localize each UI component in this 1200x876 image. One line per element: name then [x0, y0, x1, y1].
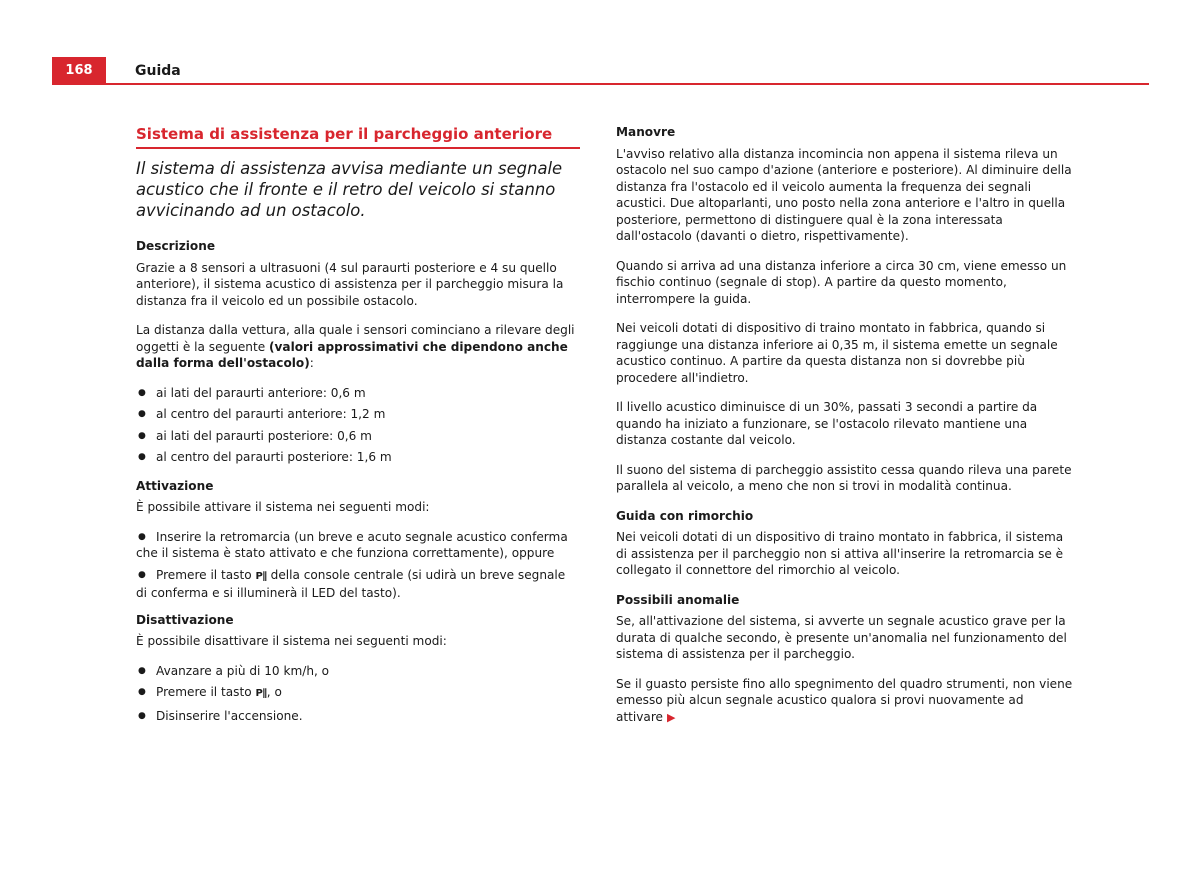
list-item: ● al centro del paraurti posteriore: 1,6 m — [136, 449, 580, 466]
left-column — [136, 124, 580, 733]
disattivazione-list — [136, 663, 580, 725]
heading-attivazione: Attivazione — [136, 478, 214, 493]
section-intro: Il sistema di assistenza avvisa mediante un segnale acustico che il fronte e il retro del veicolo si stanno avvicinando ad un ostacolo. — [136, 159, 563, 220]
anomalie-p2-text: Se il guasto persiste fino allo spegnimento del quadro strumenti, non viene emesso più alcun segnale acustico qualora si provi nuovamente ad attivare — [616, 676, 1073, 724]
heading-anomalie: Possibili anomalie — [616, 592, 740, 607]
header-rule — [52, 83, 1149, 85]
list-item: ● Inserire la retromarcia (un breve e acuto segnale acustico conferma che il sistema è stato attivato e che funziona correttamente), oppure — [136, 529, 580, 562]
manovre-paragraph-1: L'avviso relativo alla distanza incomincia non appena il sistema rileva un ostacolo nel suo campo d'azione (anteriore e posteriore). Al diminuire della distanza fra l'ostacolo ed il veicolo aumenta la frequenza dei segnali acustici. Due altoparlanti, uno posto nella zona anteriore e l'altro in quella posteriore, permettono di distinguere qual è la zona interessata dall'ostacolo (davanti o dietro, rispettivamente). — [616, 146, 1072, 243]
manovre-paragraph-2: Quando si arriva ad una distanza inferiore a circa 30 cm, viene emesso un fischio continuo (segnale di stop). A partire da questo momento, interrompere la guida. — [616, 258, 1067, 306]
anomalie-paragraph-2 — [616, 676, 1078, 727]
anomalie-paragraph-1: Se, all'attivazione del sistema, si avverte un segnale acustico grave per la durata di qualche secondo, è presente un'anomalia nel funzionamento del sistema di assistenza per il parcheggio. — [616, 614, 1067, 661]
page-number: 168 — [52, 57, 106, 84]
rimorchio-paragraph: Nei veicoli dotati di un dispositivo di traino montato in fabbrica, il sistema di assistenza per il parcheggio non si attiva all'inserire la retromarcia se è collegato il connettore del rimorchio al veicolo. — [616, 530, 1064, 577]
descrizione-p2-bold: (valori approssimativi che dipendono anche dalla forma dell'ostacolo) — [136, 339, 568, 370]
descrizione-p2-start: La distanza dalla vettura, alla quale i sensori cominciano a rilevare degli oggetti è la seguente — [136, 323, 575, 354]
parking-button-icon: P∥ — [255, 570, 267, 582]
heading-disattivazione: Disattivazione — [136, 612, 234, 627]
list-item — [136, 567, 580, 602]
disattivazione-item2-end: , o — [266, 685, 282, 699]
attivazione-paragraph: È possibile attivare il sistema nei seguenti modi: — [136, 500, 430, 514]
heading-rimorchio: Guida con rimorchio — [616, 508, 754, 523]
triangle-right-icon: ▶ — [666, 710, 676, 724]
chapter-title: Guida — [135, 63, 181, 79]
parking-button-icon: P∥ — [255, 688, 267, 699]
disattivazione-paragraph: È possibile disattivare il sistema nei seguenti modi: — [136, 634, 447, 648]
manovre-paragraph-4: Il livello acustico diminuisce di un 30%, passati 3 secondi a partire da quando ha iniziato a funzionare, se l'ostacolo rilevato mantiene una distanza costante dal veicolo. — [616, 400, 1038, 447]
section-rule — [136, 147, 580, 149]
manovre-paragraph-3: Nei veicoli dotati di dispositivo di traino montato in fabbrica, quando si raggiunge una distanza inferiore ai 0,35 m, il sistema emette un segnale acustico continuo. A partire da questa distanza non si dovrebbe più procedere all'indietro. — [616, 321, 1058, 385]
attivazione-list — [136, 529, 580, 602]
page-header — [52, 57, 1149, 86]
attivazione-item2-start: Premere il tasto — [156, 567, 256, 582]
list-item: ● Disinserire l'accensione. — [136, 708, 580, 725]
list-item: ● ai lati del paraurti anteriore: 0,6 m — [136, 385, 580, 402]
disattivazione-item2-start: Premere il tasto — [156, 685, 256, 699]
list-item: ● ai lati del paraurti posteriore: 0,6 m — [136, 428, 580, 445]
descrizione-paragraph-2 — [136, 322, 580, 372]
distance-list — [136, 385, 580, 466]
descrizione-p2-end: : — [309, 356, 314, 370]
right-column — [616, 124, 1078, 739]
section-title: Sistema di assistenza per il parcheggio anteriore — [136, 125, 553, 143]
list-item: ● al centro del paraurti anteriore: 1,2 m — [136, 406, 580, 423]
manovre-paragraph-5: Il suono del sistema di parcheggio assistito cessa quando rileva una parete parallela al veicolo, a meno che non si trovi in modalità continua. — [616, 462, 1072, 493]
heading-manovre: Manovre — [616, 125, 676, 139]
list-item: ● Avanzare a più di 10 km/h, o — [136, 663, 580, 680]
list-item — [136, 684, 580, 703]
descrizione-paragraph-1: Grazie a 8 sensori a ultrasuoni (4 sul paraurti posteriore e 4 su quello anteriore), il sistema acustico di assistenza per il parcheggio misura la distanza fra il veicolo ed un possibile ostacolo. — [136, 260, 564, 308]
attivazione-item2-end: della console centrale (si udirà un breve segnale di conferma e si illuminerà il LED del tasto). — [136, 567, 566, 600]
heading-descrizione: Descrizione — [136, 239, 216, 253]
